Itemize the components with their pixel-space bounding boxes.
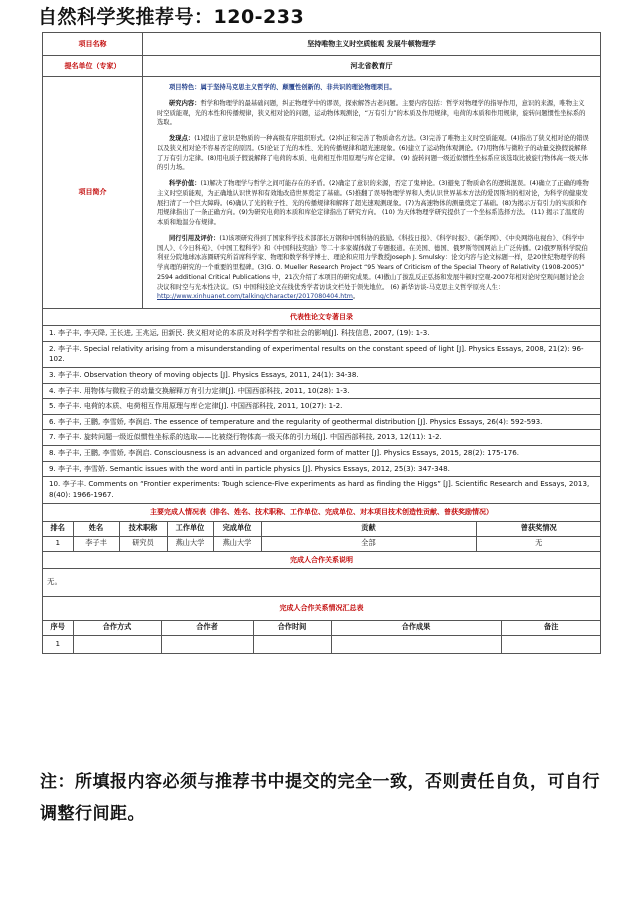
paper-item: 3. 李子丰. Observation theory of moving objects [J]. Physics Essays, 2011, 24(1): 34-38. [43, 368, 600, 384]
paper-item: 10. 李子丰. Comments on “Frontier experiments: Tough science-Five experiments as hard as finding the Higgs” [J]. Scientific Research and Essays, 2013, 8(40): 1966-1967. [49, 479, 590, 500]
members-table [43, 522, 601, 551]
paper-item: 4. 李子丰. 用物体与微粒子的动量交换解释万有引力定律[J]. 中国西部科技, 2011, 10(28): 1-3. [43, 384, 600, 400]
member-awards: 无 [476, 536, 601, 551]
coop-summary-table [43, 621, 601, 654]
cooperation-section-title: 完成人合作关系说明 [43, 551, 601, 568]
coop-header-result: 合作成果 [331, 621, 501, 636]
intro-content: 研究内容：哲学和物理学的最基础问题，纠正物理学中的谬误，探索解答古老问题。主要内容包括：哲学对物理学的指导作用，意识的来源，唯物主义时空质能观，光的本性和传播规律，狭义相对论的问题，运动物体观测论，“万有引力”的本质及作用规律，电荷的本质和作用规律，旋转问题惯性坐标系的选取。 [157, 99, 586, 127]
paper-item: 9. 李子丰, 李雪娇. Semantic issues with the word anti in particle physics [J]. Physics Essays, 2012, 25(3): 347-348. [43, 462, 600, 478]
cooperation-text: 无。 [43, 568, 601, 596]
page-title: 自然科学奖推荐号：120-233 [38, 6, 305, 28]
paper-item: 8. 李子丰, 王鹏, 李雪娇, 李润启. Consciousness is an advanced and organized form of matter [J]. Physics Essays, 2015, 28(2): 175-176. [43, 446, 600, 462]
members-header-awards: 曾获奖情况 [476, 522, 601, 537]
members-table-cell [43, 521, 601, 551]
coop-row-time [253, 635, 331, 653]
paper-item: 2. 李子丰. Special relativity arising from a misunderstanding of experimental results on the constant speed of light [J]. Physics Essays, 2008, 21(2): 96-102. [43, 342, 600, 368]
coop-row-result [331, 635, 501, 653]
papers-list [43, 326, 601, 504]
coop-summary-title: 完成人合作关系情况汇总表 [43, 596, 601, 620]
members-header-name: 姓名 [73, 522, 119, 537]
paper-item: 1. 李子丰, 李天降, 王长进, 王兆运, 田新民. 狭义相对论的本质及对科学哲学和社会的影响[J]. 科技信息, 2007, (19): 1-3. [43, 326, 600, 342]
xinhua-interview-link[interactable]: http://www.xinhuanet.com/talking/character/2017080404.htm [157, 293, 353, 301]
intro-findings: 发现点：(1)提出了意识是物质的一种高级有序组织形式。(2)纠正和完善了物质命名方法。(3)完善了唯物主义时空质能观。(4)指出了狭义相对论的错误以及狭义相对论不容易否定的原因。(5)论证了光的本性、光的传播规律和超光速现象。(6)建立了运动物体观测论。(7)用物体与微粒子的动量交换假说解释了万有引力定律。(8)用电质子假说解释了电荷的本质、电荷相互作用原理与库仑定律。 (9) 旋转问题一级近似惯性坐标系应该选取比被旋行物体高一级天体的引力场。 [157, 135, 589, 172]
intro-label: 项目简介 [43, 77, 143, 309]
coop-header-index: 序号 [43, 621, 73, 636]
nominator-label: 提名单位（专家） [43, 56, 143, 77]
member-name: 李子丰 [73, 536, 119, 551]
intro-value: 科学价值：(1)解决了物理学与哲学之间可能存在的矛盾。(2)确定了意识的来源，否定了鬼神论。(3)避免了物质命名的逻辑混误。(4)确立了正确的唯物主义时空质能观，为正确地认识世界和有效地改造世界奠定了基础。(5)推翻了误导物理学界和人类认识世界基本方法的爱因斯坦的相对论，为科学的健康发展扫清了一个巨大障碍。(6)确认了光的粒子性、光的传播规律和解释了超光速观测现象。(7)为高速物体的测量奠定了基础。(8)为揭示万有引力的实质和作用规律指出了一条正确方向。(9)为研究电荷的本质和库伦定律指出了研究方向。 (10) 为天体物理学研究提供了一个坐标系选择方法。 (11) 揭示了温度的本质和地温分布规律。 [157, 180, 589, 226]
coop-header-time: 合作时间 [253, 621, 331, 636]
member-contribution: 全部 [261, 536, 476, 551]
nominator-value: 河北省教育厅 [143, 56, 601, 77]
project-name-value: 坚持唯物主义时空质能观 发展牛顿物理学 [143, 33, 601, 56]
paper-item: 5. 李子丰. 电荷的本质、电荷相互作用原理与库仑定律[J]. 中国西部科技, 2011, 10(27): 1-2. [43, 399, 600, 415]
project-name-label: 项目名称 [43, 33, 143, 56]
member-unit: 燕山大学 [213, 536, 261, 551]
coop-header-mode: 合作方式 [73, 621, 161, 636]
intro-citation: 同行引用及评价：(1)该项研究得到了国家科学技术部部长万钢和中国科协的鼓励。《科技日报》、《科学时报》、《新华网》、《中央网络电视台》、《科学中国人》、《今日科苑》、《中国工程科学》和《中国科技奖励》等二十多家媒体做了专题报道。在美国、德国、俄罗斯等国网站上广泛传播。(2)俄罗斯科学院伯利亚分院地球冰冻圈研究所首席科学家、物理和数学科学博士、理论和应用力学教授Joseph J. Smulsky：论文内容与论文标题一样，是20世纪物理学的科学真理的研究的一个重要的里程碑。(3)G. O. Mueller Research Project “95 Years of Criticism of the Special Theory of Relativity (1908-2005)” 2594 additional Critical Publications 中，21次介绍了本项目的研究成果。(4)傲山了拔乱反正弘扬和发展牛顿时空观-2007年相对论时空观问题讨论会决议和时空与光本性决议。(5) 中国科技论文在线优秀学者访谈文栏处于领先地位。 (6) 新华访谈-马克思主义哲学原亮人生：http://www.xinhuanet.com/talking/character/2017080404.htm。 [157, 234, 588, 301]
member-title: 研究员 [119, 536, 167, 551]
coop-header-partner: 合作者 [161, 621, 253, 636]
member-rank: 1 [43, 536, 73, 551]
members-header-rank: 排名 [43, 522, 73, 537]
members-section-title: 主要完成人情况表（排名、姓名、技术职称、工作单位、完成单位、对本项目技术创造性贡献、曾获奖励情况） [43, 503, 601, 521]
members-header-contribution: 贡献 [261, 522, 476, 537]
nomination-form-table [42, 32, 601, 654]
members-header-title: 技术职称 [119, 522, 167, 537]
coop-row-partner [161, 635, 253, 653]
coop-row-mode [73, 635, 161, 653]
coop-header-remark: 备注 [501, 621, 601, 636]
footnote: 注：所填报内容必须与推荐书中提交的完全一致，否则责任自负，可自行调整行间距。 [40, 772, 600, 825]
papers-section-title: 代表性论文专著目录 [43, 309, 601, 326]
member-employer: 燕山大学 [167, 536, 213, 551]
project-intro [143, 77, 601, 309]
members-header-unit: 完成单位 [213, 522, 261, 537]
coop-row-index: 1 [43, 635, 73, 653]
paper-item: 7. 李子丰. 旋转问题一级近似惯性坐标系的选取——比被绕行物体高一级天体的引力场[J]. 中国西部科技, 2013, 12(11): 1-2. [43, 430, 600, 446]
coop-summary-cell [43, 620, 601, 654]
intro-feature: 项目特色：属于坚持马克思主义哲学的、颠覆性创新的、非共识的理论物理项目。 [169, 84, 396, 91]
members-header-employer: 工作单位 [167, 522, 213, 537]
paper-item: 6. 李子丰, 王鹏, 李雪娇, 李润启. The essence of temperature and the regularity of geothermal distribution [J]. Physics Essays, 26(4): 592-593. [43, 415, 600, 431]
coop-row-remark [501, 635, 601, 653]
